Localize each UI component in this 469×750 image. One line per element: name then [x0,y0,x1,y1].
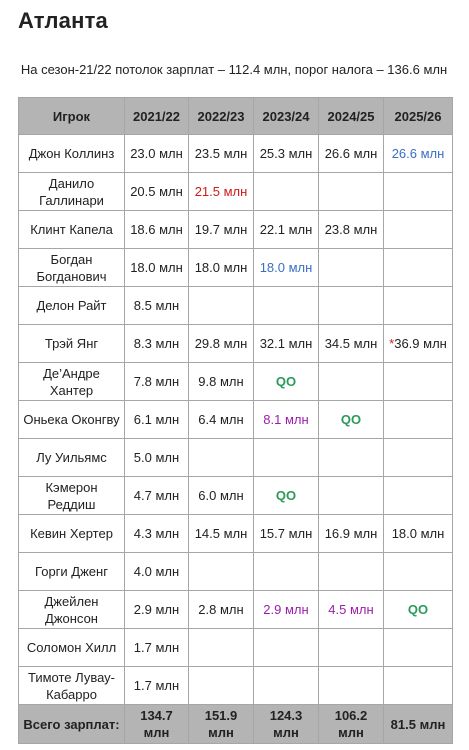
salary-value: 9.8 млн [198,374,244,389]
column-header-season: 2024/25 [319,98,384,135]
salary-cell [125,591,189,629]
salary-cell [189,173,254,211]
player-name-cell: Джейлен Джонсон [19,591,125,629]
column-header-season: 2023/24 [254,98,319,135]
salary-cell [125,515,189,553]
player-name-cell: Делон Райт [19,287,125,325]
salary-cell [319,211,384,249]
salary-cell [125,439,189,477]
salary-cell [189,553,254,591]
table-row [19,591,453,629]
table-row [19,363,453,401]
salary-cell [319,553,384,591]
column-header-player: Игрок [19,98,125,135]
salary-cell [254,553,319,591]
salary-cell [319,515,384,553]
total-value: 151.9 млн [189,705,254,744]
salary-cell [125,135,189,173]
column-header-season: 2021/22 [125,98,189,135]
salary-cell [384,363,453,401]
salary-cell [189,401,254,439]
salary-cell [189,477,254,515]
salary-value: 18.0 млн [391,526,445,541]
salary-cell [254,363,319,401]
salary-cell [384,439,453,477]
salary-cell [384,477,453,515]
salary-value: 5.0 млн [133,450,180,465]
total-value: 124.3 млн [254,705,319,744]
table-caption: На сезон-21/22 потолок зарплат – 112.4 млн, порог налога – 136.6 млн [20,62,448,77]
salary-cell [125,629,189,667]
salary-cell [254,667,319,705]
salary-value: 6.0 млн [198,488,244,503]
salary-value: QO [275,488,297,503]
salary-value: 29.8 млн [194,336,248,351]
salary-value: 1.7 млн [133,640,180,655]
salary-cell [254,173,319,211]
salary-cell [189,287,254,325]
salary-value: 14.5 млн [194,526,248,541]
salary-cell [189,135,254,173]
salary-cell [189,211,254,249]
asterisk-marker: * [389,336,395,351]
salary-cell [384,629,453,667]
salary-value: 23.8 млн [324,222,378,237]
salary-cell [254,477,319,515]
total-value: 134.7 млн [125,705,189,744]
player-name-cell: Богдан Богданович [19,249,125,287]
salary-value: QO [275,374,297,389]
salary-cell [254,135,319,173]
salary-cell [384,553,453,591]
table-row [19,287,453,325]
salary-cell [384,173,453,211]
salary-value: 15.7 млн [259,526,313,541]
salary-cell [319,667,384,705]
salary-cell [319,477,384,515]
salary-cell [254,439,319,477]
column-header-season: 2022/23 [189,98,254,135]
salary-value: 7.8 млн [133,374,180,389]
table-body [19,135,453,705]
salary-value: 16.9 млн [324,526,378,541]
salary-cell [319,439,384,477]
salary-value: 8.3 млн [133,336,180,351]
totals-label: Всего зарплат: [19,705,125,744]
total-value: 81.5 млн [384,705,453,744]
salary-table [18,97,453,744]
player-name-cell: Соломон Хилл [19,629,125,667]
salary-value: 2.8 млн [198,602,244,617]
salary-cell [189,325,254,363]
table-row [19,401,453,439]
salary-cell [189,439,254,477]
player-name-cell: Клинт Капела [19,211,125,249]
salary-cell [125,325,189,363]
salary-value: 2.9 млн [263,602,309,617]
salary-cell [384,667,453,705]
salary-value: 18.6 млн [130,222,183,237]
player-name-cell: Горги Дженг [19,553,125,591]
salary-cell [384,135,453,173]
salary-cell [125,249,189,287]
salary-value: 6.4 млн [198,412,244,427]
salary-value: 23.5 млн [194,146,248,161]
table-row [19,135,453,173]
salary-cell [125,553,189,591]
salary-cell [254,591,319,629]
salary-value: QO [340,412,362,427]
salary-value: 4.3 млн [133,526,180,541]
salary-value: 36.9 млн [394,336,447,351]
salary-cell [254,287,319,325]
salary-value: 2.9 млн [133,602,180,617]
salary-cell [384,211,453,249]
salary-cell [254,211,319,249]
salary-value: 20.5 млн [130,184,183,199]
salary-value: 18.0 млн [259,260,313,275]
salary-cell [319,363,384,401]
salary-value: 26.6 млн [391,146,445,161]
salary-cell [384,325,453,363]
table-row [19,629,453,667]
salary-value: 8.5 млн [133,298,180,313]
salary-value: 18.0 млн [130,260,183,275]
salary-cell [125,401,189,439]
salary-cell [384,401,453,439]
table-row [19,173,453,211]
salary-cell [125,667,189,705]
player-name-cell: Кэмерон Реддиш [19,477,125,515]
salary-cell [125,287,189,325]
table-footer [19,705,453,744]
player-name-cell: Данило Галлинари [19,173,125,211]
salary-cell [125,173,189,211]
salary-cell [189,363,254,401]
salary-value: 4.5 млн [328,602,374,617]
salary-cell [319,173,384,211]
table-row [19,325,453,363]
salary-cell [254,401,319,439]
salary-cell [189,249,254,287]
salary-cell [254,325,319,363]
table-row [19,477,453,515]
header-row [19,98,453,135]
salary-cell [254,629,319,667]
page-title: Атланта [18,8,108,33]
player-name-cell: Джон Коллинз [19,135,125,173]
salary-cell [319,629,384,667]
salary-cell [125,211,189,249]
table-row [19,553,453,591]
salary-value: 22.1 млн [259,222,313,237]
salary-cell [384,515,453,553]
salary-value: 4.0 млн [133,564,180,579]
salary-cell [319,135,384,173]
totals-row [19,705,453,744]
table-row [19,515,453,553]
salary-cell [254,249,319,287]
salary-cell [319,325,384,363]
salary-cell [319,249,384,287]
salary-value: 6.1 млн [133,412,180,427]
salary-value: 18.0 млн [194,260,248,275]
player-name-cell: Тимоте Лувау-Кабарро [19,667,125,705]
salary-value: 21.5 млн [194,184,248,199]
salary-value: 4.7 млн [133,488,180,503]
salary-value: 26.6 млн [324,146,378,161]
table-row [19,249,453,287]
table-row [19,667,453,705]
column-header-season: 2025/26 [384,98,453,135]
salary-cell [189,591,254,629]
salary-value: 19.7 млн [194,222,248,237]
salary-cell [384,249,453,287]
salary-value: QO [407,602,429,617]
salary-cell [254,515,319,553]
salary-value: 34.5 млн [324,336,378,351]
salary-value: 23.0 млн [130,146,183,161]
salary-cell [319,287,384,325]
salary-cell [125,363,189,401]
salary-cell [319,401,384,439]
player-name-cell: Лу Уильямс [19,439,125,477]
salary-cell [125,477,189,515]
table-header [19,98,453,135]
salary-cell [384,287,453,325]
salary-cell [384,591,453,629]
salary-value: 32.1 млн [259,336,313,351]
table-row [19,439,453,477]
salary-value: 25.3 млн [259,146,313,161]
salary-value: 1.7 млн [133,678,180,693]
salary-cell [319,591,384,629]
total-value: 106.2 млн [319,705,384,744]
player-name-cell: Трэй Янг [19,325,125,363]
salary-value: 8.1 млн [263,412,309,427]
salary-cell [189,629,254,667]
table-row [19,211,453,249]
salary-cell [189,515,254,553]
player-name-cell: Оньека Оконгву [19,401,125,439]
player-name-cell: Кевин Хертер [19,515,125,553]
salary-cell [189,667,254,705]
player-name-cell: Де’Андре Хантер [19,363,125,401]
